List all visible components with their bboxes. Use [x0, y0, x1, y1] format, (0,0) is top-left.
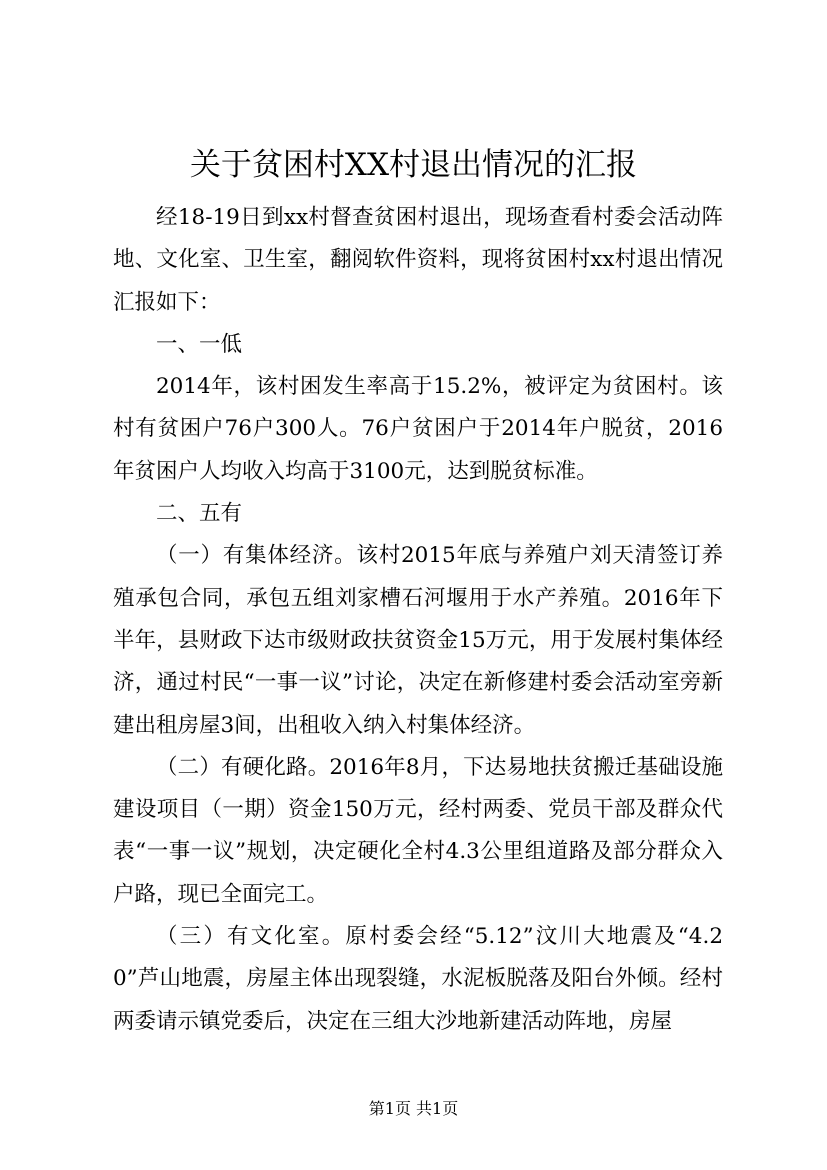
intro-paragraph: 经18-19日到xx村督查贫困村退出，现场查看村委会活动阵地、文化室、卫生室，翻阅软件资料，现将贫困村xx村退出情况汇报如下： [113, 205, 723, 315]
section-heading-one-low: 一、一低 [156, 331, 243, 357]
page-footer: 第1页 共1页 [368, 1099, 459, 1118]
section-heading-five-haves: 二、五有 [156, 501, 243, 527]
document-title: 关于贫困村XX村退出情况的汇报 [189, 147, 638, 183]
hardened-road-paragraph: （二）有硬化路。2016年8月，下达易地扶贫搬迁基础设施建设项目（一期）资金150万元，经村两委、党员干部及群众代表“一事一议”规划，决定硬化全村4.3公里组道路及部分群众入户路，现已全面完工。 [113, 754, 723, 907]
collective-economy-paragraph: （一）有集体经济。该村2015年底与养殖户刘天清签订养殖承包合同，承包五组刘家槽石河堰用于水产养殖。2016年下半年，县财政下达市级财政扶贫资金15万元，用于发展村集体经济，通过村民“一事一议”讨论，决定在新修建村委会活动室旁新建出租房屋3间，出租收入纳入村集体经济。 [113, 543, 723, 738]
poverty-rate-paragraph: 2014年，该村困发生率高于15.2%，被评定为贫困村。该村有贫困户76户300人。76户贫困户于2014年户脱贫，2016年贫困户人均收入均高于3100元，达到脱贫标准。 [113, 374, 723, 484]
document-body [113, 197, 723, 1043]
cultural-room-paragraph: （三）有文化室。原村委会经“5.12”汶川大地震及“4.20”芦山地震，房屋主体出现裂缝，水泥板脱落及阳台外倾。经村两委请示镇党委后，决定在三组大沙地新建活动阵地，房屋 [113, 924, 723, 1034]
